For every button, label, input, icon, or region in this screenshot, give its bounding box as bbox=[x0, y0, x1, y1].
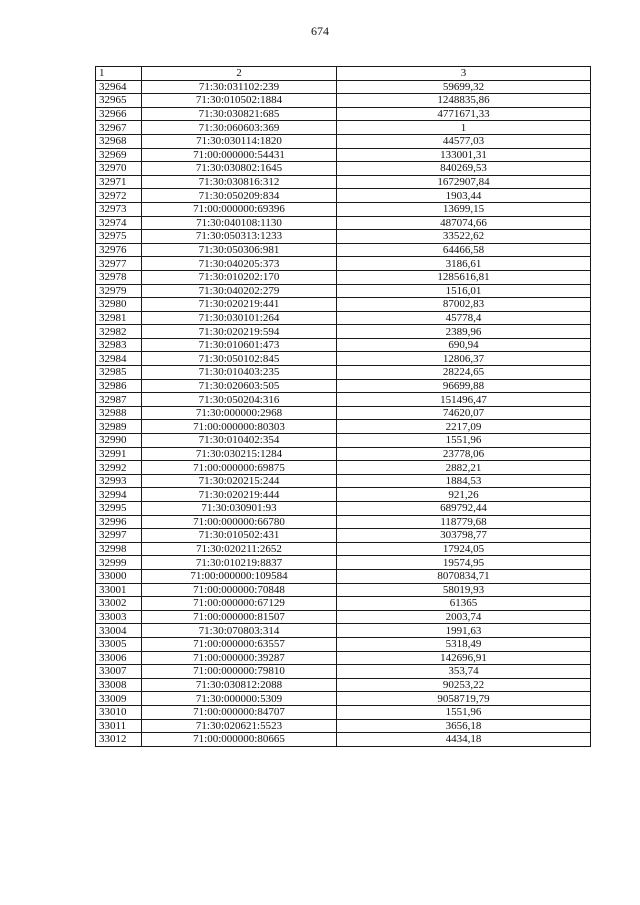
table-row bbox=[96, 352, 591, 366]
cadastral-number-cell: 71:30:020603:505 bbox=[142, 379, 337, 393]
row-number-cell: 33007 bbox=[96, 665, 142, 679]
header-cell-3: 3 bbox=[337, 67, 591, 81]
cadastral-number-cell: 71:30:040202:279 bbox=[142, 284, 337, 298]
data-table bbox=[95, 66, 591, 747]
cadastral-number-cell: 71:00:000000:79810 bbox=[142, 665, 337, 679]
cadastral-number-cell: 71:30:010403:235 bbox=[142, 366, 337, 380]
table-row bbox=[96, 107, 591, 121]
value-cell: 2882,21 bbox=[337, 461, 591, 475]
cadastral-number-cell: 71:30:050102:845 bbox=[142, 352, 337, 366]
table-row bbox=[96, 94, 591, 108]
table-row bbox=[96, 230, 591, 244]
value-cell: 5318,49 bbox=[337, 637, 591, 651]
row-number-cell: 33001 bbox=[96, 583, 142, 597]
row-number-cell: 32992 bbox=[96, 461, 142, 475]
value-cell: 1884,53 bbox=[337, 474, 591, 488]
cadastral-number-cell: 71:30:020621:5523 bbox=[142, 719, 337, 733]
cadastral-number-cell: 71:30:000000:5309 bbox=[142, 692, 337, 706]
cadastral-number-cell: 71:00:000000:54431 bbox=[142, 148, 337, 162]
cadastral-number-cell: 71:30:000000:2968 bbox=[142, 406, 337, 420]
value-cell: 13699,15 bbox=[337, 202, 591, 216]
table-row bbox=[96, 298, 591, 312]
row-number-cell: 33002 bbox=[96, 597, 142, 611]
value-cell: 1285616,81 bbox=[337, 270, 591, 284]
value-cell: 840269,53 bbox=[337, 162, 591, 176]
table-row bbox=[96, 515, 591, 529]
table-row bbox=[96, 705, 591, 719]
value-cell: 74620,07 bbox=[337, 406, 591, 420]
cadastral-number-cell: 71:30:030215:1284 bbox=[142, 447, 337, 461]
cadastral-number-cell: 71:00:000000:70848 bbox=[142, 583, 337, 597]
cadastral-number-cell: 71:30:070803:314 bbox=[142, 624, 337, 638]
table-row bbox=[96, 270, 591, 284]
table-row bbox=[96, 665, 591, 679]
row-number-cell: 32996 bbox=[96, 515, 142, 529]
cadastral-number-cell: 71:30:020219:441 bbox=[142, 298, 337, 312]
cadastral-number-cell: 71:30:040205:373 bbox=[142, 257, 337, 271]
row-number-cell: 32973 bbox=[96, 202, 142, 216]
cadastral-number-cell: 71:00:000000:67129 bbox=[142, 597, 337, 611]
value-cell: 353,74 bbox=[337, 665, 591, 679]
table-row bbox=[96, 542, 591, 556]
cadastral-number-cell: 71:30:030901:93 bbox=[142, 502, 337, 516]
value-cell: 28224,65 bbox=[337, 366, 591, 380]
cadastral-number-cell: 71:30:050313:1233 bbox=[142, 230, 337, 244]
cadastral-number-cell: 71:00:000000:66780 bbox=[142, 515, 337, 529]
row-number-cell: 32967 bbox=[96, 121, 142, 135]
cadastral-number-cell: 71:30:020219:594 bbox=[142, 325, 337, 339]
table-row bbox=[96, 434, 591, 448]
value-cell: 303798,77 bbox=[337, 529, 591, 543]
table-row bbox=[96, 597, 591, 611]
row-number-cell: 32978 bbox=[96, 270, 142, 284]
table-row bbox=[96, 202, 591, 216]
row-number-cell: 32994 bbox=[96, 488, 142, 502]
cadastral-number-cell: 71:30:020219:444 bbox=[142, 488, 337, 502]
table-row bbox=[96, 162, 591, 176]
cadastral-number-cell: 71:00:000000:39287 bbox=[142, 651, 337, 665]
cadastral-number-cell: 71:30:030821:685 bbox=[142, 107, 337, 121]
value-cell: 17924,05 bbox=[337, 542, 591, 556]
row-number-cell: 32981 bbox=[96, 311, 142, 325]
value-cell: 151496,47 bbox=[337, 393, 591, 407]
table-row bbox=[96, 311, 591, 325]
table-row bbox=[96, 461, 591, 475]
cadastral-number-cell: 71:30:010502:431 bbox=[142, 529, 337, 543]
row-number-cell: 32970 bbox=[96, 162, 142, 176]
value-cell: 2003,74 bbox=[337, 610, 591, 624]
table-row bbox=[96, 216, 591, 230]
row-number-cell: 33003 bbox=[96, 610, 142, 624]
value-cell: 33522,62 bbox=[337, 230, 591, 244]
table-row bbox=[96, 257, 591, 271]
cadastral-number-cell: 71:30:010202:170 bbox=[142, 270, 337, 284]
value-cell: 1903,44 bbox=[337, 189, 591, 203]
table-row bbox=[96, 637, 591, 651]
row-number-cell: 32976 bbox=[96, 243, 142, 257]
cadastral-number-cell: 71:00:000000:80665 bbox=[142, 733, 337, 747]
table-row bbox=[96, 502, 591, 516]
row-number-cell: 33000 bbox=[96, 569, 142, 583]
value-cell: 8070834,71 bbox=[337, 569, 591, 583]
cadastral-number-cell: 71:00:000000:81507 bbox=[142, 610, 337, 624]
table-row bbox=[96, 243, 591, 257]
row-number-cell: 33008 bbox=[96, 678, 142, 692]
table-row bbox=[96, 379, 591, 393]
row-number-cell: 32964 bbox=[96, 80, 142, 94]
table-row bbox=[96, 325, 591, 339]
cadastral-number-cell: 71:30:020211:2652 bbox=[142, 542, 337, 556]
row-number-cell: 32972 bbox=[96, 189, 142, 203]
value-cell: 921,26 bbox=[337, 488, 591, 502]
value-cell: 87002,83 bbox=[337, 298, 591, 312]
row-number-cell: 33010 bbox=[96, 705, 142, 719]
value-cell: 45778,4 bbox=[337, 311, 591, 325]
table-row bbox=[96, 175, 591, 189]
cadastral-number-cell: 71:30:030812:2088 bbox=[142, 678, 337, 692]
row-number-cell: 32990 bbox=[96, 434, 142, 448]
cadastral-number-cell: 71:00:000000:69396 bbox=[142, 202, 337, 216]
value-cell: 3186,61 bbox=[337, 257, 591, 271]
table-header bbox=[96, 67, 591, 81]
table-row bbox=[96, 678, 591, 692]
table-row bbox=[96, 393, 591, 407]
table-row bbox=[96, 556, 591, 570]
row-number-cell: 32966 bbox=[96, 107, 142, 121]
row-number-cell: 32993 bbox=[96, 474, 142, 488]
cadastral-number-cell: 71:30:030816:312 bbox=[142, 175, 337, 189]
table-row bbox=[96, 80, 591, 94]
row-number-cell: 33004 bbox=[96, 624, 142, 638]
cadastral-number-cell: 71:00:000000:80303 bbox=[142, 420, 337, 434]
cadastral-number-cell: 71:30:010601:473 bbox=[142, 338, 337, 352]
value-cell: 1 bbox=[337, 121, 591, 135]
row-number-cell: 32975 bbox=[96, 230, 142, 244]
value-cell: 133001,31 bbox=[337, 148, 591, 162]
row-number-cell: 33012 bbox=[96, 733, 142, 747]
row-number-cell: 32991 bbox=[96, 447, 142, 461]
value-cell: 2217,09 bbox=[337, 420, 591, 434]
table-row bbox=[96, 610, 591, 624]
row-number-cell: 32971 bbox=[96, 175, 142, 189]
row-number-cell: 32969 bbox=[96, 148, 142, 162]
row-number-cell: 32997 bbox=[96, 529, 142, 543]
table-row bbox=[96, 624, 591, 638]
table-row bbox=[96, 420, 591, 434]
table-row bbox=[96, 447, 591, 461]
value-cell: 3656,18 bbox=[337, 719, 591, 733]
value-cell: 1248835,86 bbox=[337, 94, 591, 108]
row-number-cell: 32987 bbox=[96, 393, 142, 407]
cadastral-number-cell: 71:30:040108:1130 bbox=[142, 216, 337, 230]
table-row bbox=[96, 488, 591, 502]
table-row bbox=[96, 474, 591, 488]
cadastral-number-cell: 71:00:000000:109584 bbox=[142, 569, 337, 583]
table-row bbox=[96, 134, 591, 148]
table-row bbox=[96, 529, 591, 543]
header-cell-2: 2 bbox=[142, 67, 337, 81]
table-row bbox=[96, 338, 591, 352]
value-cell: 1516,01 bbox=[337, 284, 591, 298]
value-cell: 96699,88 bbox=[337, 379, 591, 393]
table-row bbox=[96, 148, 591, 162]
row-number-cell: 32986 bbox=[96, 379, 142, 393]
header-row bbox=[96, 67, 591, 81]
value-cell: 2389,96 bbox=[337, 325, 591, 339]
row-number-cell: 32995 bbox=[96, 502, 142, 516]
row-number-cell: 32988 bbox=[96, 406, 142, 420]
cadastral-number-cell: 71:00:000000:84707 bbox=[142, 705, 337, 719]
value-cell: 44577,03 bbox=[337, 134, 591, 148]
value-cell: 118779,68 bbox=[337, 515, 591, 529]
table-row bbox=[96, 583, 591, 597]
cadastral-number-cell: 71:30:050306:981 bbox=[142, 243, 337, 257]
value-cell: 23778,06 bbox=[337, 447, 591, 461]
value-cell: 142696,91 bbox=[337, 651, 591, 665]
value-cell: 689792,44 bbox=[337, 502, 591, 516]
value-cell: 58019,93 bbox=[337, 583, 591, 597]
table-row bbox=[96, 651, 591, 665]
table-row bbox=[96, 569, 591, 583]
value-cell: 61365 bbox=[337, 597, 591, 611]
row-number-cell: 32968 bbox=[96, 134, 142, 148]
row-number-cell: 32989 bbox=[96, 420, 142, 434]
row-number-cell: 32977 bbox=[96, 257, 142, 271]
cadastral-number-cell: 71:30:050204:316 bbox=[142, 393, 337, 407]
table-row bbox=[96, 692, 591, 706]
value-cell: 1991,63 bbox=[337, 624, 591, 638]
cadastral-number-cell: 71:30:010219:8837 bbox=[142, 556, 337, 570]
value-cell: 4771671,33 bbox=[337, 107, 591, 121]
row-number-cell: 32982 bbox=[96, 325, 142, 339]
header-cell-1: 1 bbox=[96, 67, 142, 81]
cadastral-number-cell: 71:30:030114:1820 bbox=[142, 134, 337, 148]
cadastral-number-cell: 71:30:020215:244 bbox=[142, 474, 337, 488]
cadastral-number-cell: 71:30:060603:369 bbox=[142, 121, 337, 135]
value-cell: 19574,95 bbox=[337, 556, 591, 570]
row-number-cell: 32999 bbox=[96, 556, 142, 570]
cadastral-number-cell: 71:30:031102:239 bbox=[142, 80, 337, 94]
cadastral-number-cell: 71:30:010402:354 bbox=[142, 434, 337, 448]
table-row bbox=[96, 719, 591, 733]
cadastral-number-cell: 71:00:000000:63557 bbox=[142, 637, 337, 651]
row-number-cell: 32974 bbox=[96, 216, 142, 230]
value-cell: 64466,58 bbox=[337, 243, 591, 257]
value-cell: 487074,66 bbox=[337, 216, 591, 230]
row-number-cell: 33011 bbox=[96, 719, 142, 733]
row-number-cell: 32998 bbox=[96, 542, 142, 556]
row-number-cell: 33006 bbox=[96, 651, 142, 665]
table-row bbox=[96, 189, 591, 203]
value-cell: 9058719,79 bbox=[337, 692, 591, 706]
row-number-cell: 32983 bbox=[96, 338, 142, 352]
cadastral-number-cell: 71:30:030101:264 bbox=[142, 311, 337, 325]
page-number: 674 bbox=[311, 24, 329, 38]
cadastral-number-cell: 71:30:010502:1884 bbox=[142, 94, 337, 108]
value-cell: 59699,32 bbox=[337, 80, 591, 94]
row-number-cell: 32984 bbox=[96, 352, 142, 366]
table-row bbox=[96, 121, 591, 135]
row-number-cell: 32985 bbox=[96, 366, 142, 380]
value-cell: 1551,96 bbox=[337, 705, 591, 719]
value-cell: 690,94 bbox=[337, 338, 591, 352]
row-number-cell: 32965 bbox=[96, 94, 142, 108]
cadastral-number-cell: 71:30:050209:834 bbox=[142, 189, 337, 203]
table-body bbox=[96, 80, 591, 746]
table-row bbox=[96, 406, 591, 420]
table-row bbox=[96, 366, 591, 380]
table-row bbox=[96, 284, 591, 298]
value-cell: 1672907,84 bbox=[337, 175, 591, 189]
row-number-cell: 33009 bbox=[96, 692, 142, 706]
value-cell: 1551,96 bbox=[337, 434, 591, 448]
row-number-cell: 33005 bbox=[96, 637, 142, 651]
value-cell: 4434,18 bbox=[337, 733, 591, 747]
cadastral-number-cell: 71:00:000000:69875 bbox=[142, 461, 337, 475]
row-number-cell: 32979 bbox=[96, 284, 142, 298]
row-number-cell: 32980 bbox=[96, 298, 142, 312]
table-row bbox=[96, 733, 591, 747]
value-cell: 12806,37 bbox=[337, 352, 591, 366]
cadastral-number-cell: 71:30:030802:1645 bbox=[142, 162, 337, 176]
value-cell: 90253,22 bbox=[337, 678, 591, 692]
